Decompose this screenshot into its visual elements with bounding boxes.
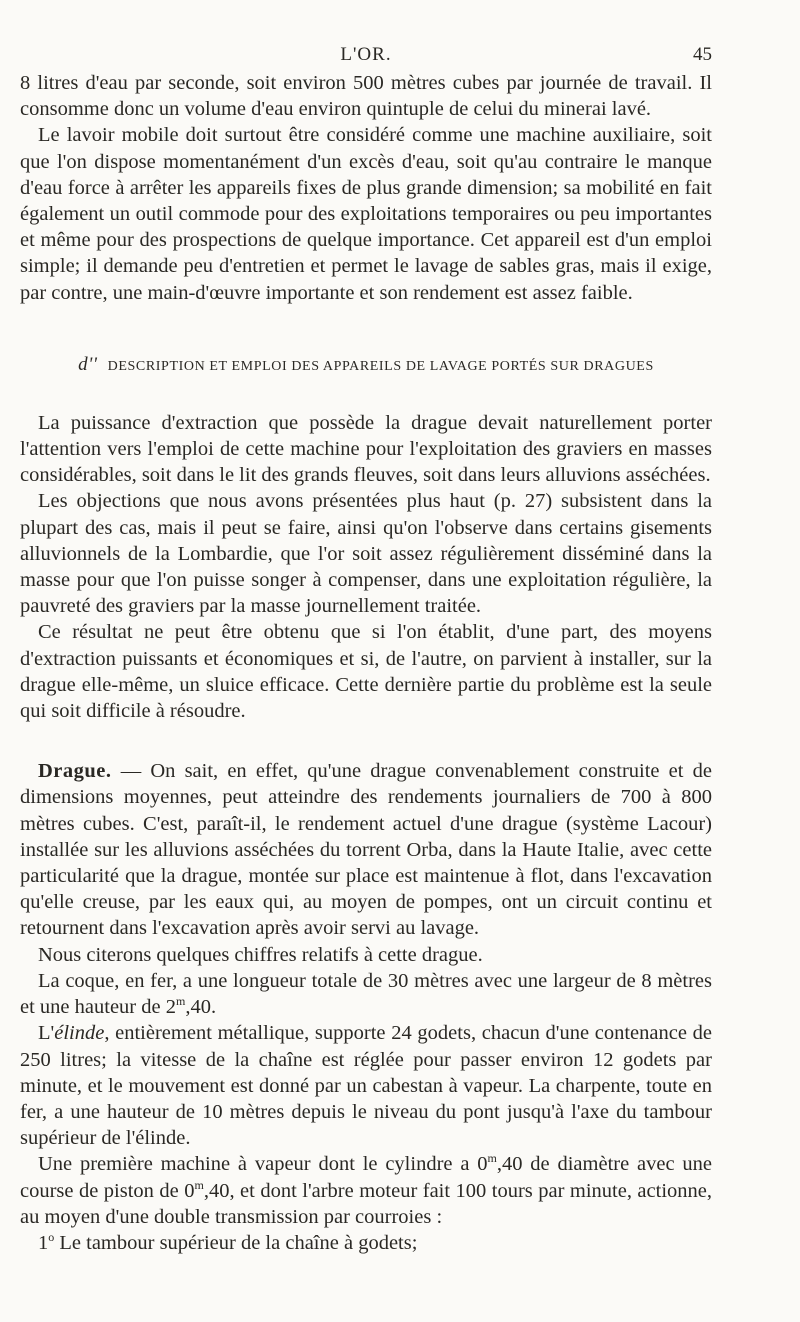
page-header — [20, 44, 712, 70]
text-run: ,40. — [185, 996, 217, 1019]
paragraph-drague — [20, 758, 712, 941]
section-title: DESCRIPTION ET EMPLOI DES APPAREILS DE LAVAGE PORTÉS SUR DRAGUES — [107, 358, 654, 374]
list-item — [20, 1230, 712, 1256]
italic-term: élinde — [54, 1022, 105, 1045]
paragraph-elinde — [20, 1020, 712, 1151]
paragraph: Nous citerons quelques chiffres relatifs à cette drague. — [38, 943, 483, 966]
superscript: m — [194, 1177, 204, 1192]
section-heading — [20, 354, 712, 376]
text-run: ,40 de diamètre avec une course de piston de 0 — [20, 1153, 712, 1202]
item-number: 1 — [38, 1231, 49, 1254]
paragraph: Le lavoir mobile doit surtout être considéré comme une machine auxiliaire, soit que l'on dispose momentanément d'un excès d'eau, soit qu'au contraire le manque d'eau force à arrêter les appareils fixes de plus grande dimension; sa mobilité en fait également un outil commode pour des exploitations temporaires ou peu importantes et même pour des prospections de quelque importance. Cet appareil est d'un emploi simple; il demande peu d'entretien et permet le lavage de sables gras, mais il exige, par contre, une main-d'œuvre importante et son rendement est assez faible. — [20, 124, 712, 304]
paragraph-machine — [20, 1151, 712, 1230]
text-run: Une première machine à vapeur dont le cylindre a 0 — [38, 1153, 488, 1176]
paragraph: La puissance d'extraction que possède la drague devait naturellement porter l'attention vers l'emploi de cette machine pour l'exploitation des graviers en masses considérables, soit dans le lit des grands fleuves, soit dans leurs alluvions asséchées. — [20, 411, 712, 487]
paragraph-text: — On sait, en effet, qu'une drague convenablement construite et de dimensions moyennes, peut atteindre des rendements journaliers de 700 à 800 mètres cubes. C'est, paraît-il, le rendement actuel d'une drague (système Lacour) installée sur les alluvions asséchées du torrent Orba, dans la Haute Italie, avec cette particularité que la drague, montée sur place est maintenue à flot, dans l'excavation qu'elle creuse, par les eaux qui, au moyen de pompes, ont un circuit continu et retournent dans l'excavation après avoir servi au lavage. — [20, 760, 712, 940]
text-run: La coque, en fer, a une longueur totale de 30 mètres avec une largeur de 8 mètres et une hauteur de 2 — [20, 969, 712, 1019]
run-in-heading: Drague. — [38, 760, 112, 783]
paragraph: 8 litres d'eau par seconde, soit environ 500 mètres cubes par journée de travail. Il consomme donc un volume d'eau environ quintuple de celui du minerai lavé. — [20, 72, 712, 121]
page-body — [20, 70, 712, 1256]
superscript: m — [487, 1151, 497, 1166]
paragraph-coque — [20, 968, 712, 1020]
section-mark: d'' — [78, 353, 98, 375]
item-text: Le tambour supérieur de la chaîne à godets; — [54, 1231, 418, 1254]
text-run: ,40, et dont l'arbre moteur fait 100 tours par minute, actionne, au moyen d'une double transmission par courroies : — [20, 1179, 712, 1228]
superscript: m — [175, 994, 186, 1009]
paragraph: Les objections que nous avons présentées plus haut (p. 27) subsistent dans la plupart des cas, mais il peut se faire, ainsi qu'on l'observe dans certains gisements alluvionnels de la Lombardie, que l'or soit assez régulièrement disséminé dans la masse pour que l'on puisse songer à compenser, dans une exploitation régulière, la pauvreté des graviers par la masse journellement traitée. — [20, 490, 712, 618]
superscript: o — [48, 1230, 55, 1245]
paragraph: Ce résultat ne peut être obtenu que si l'on établit, d'une part, des moyens d'extraction puissants et économiques et si, de l'autre, on parvient à installer, sur la drague elle-même, un sluice efficace. Cette dernière partie du problème est la seule qui soit difficile à résoudre. — [20, 621, 712, 723]
running-title: L'OR. — [340, 44, 392, 65]
text-run: , entièrement métallique, supporte 24 godets, chacun d'une contenance de 250 litres; la vitesse de la chaîne est réglée pour passer environ 12 godets par minute, et le mouvement est donné par un cabestan à vapeur. La charpente, toute en fer, a une hauteur de 10 mètres depuis le niveau du pont jusqu'à l'axe du tambour supérieur de l'élinde. — [20, 1022, 712, 1150]
text-run: L' — [38, 1022, 55, 1045]
page-number: 45 — [693, 44, 712, 65]
